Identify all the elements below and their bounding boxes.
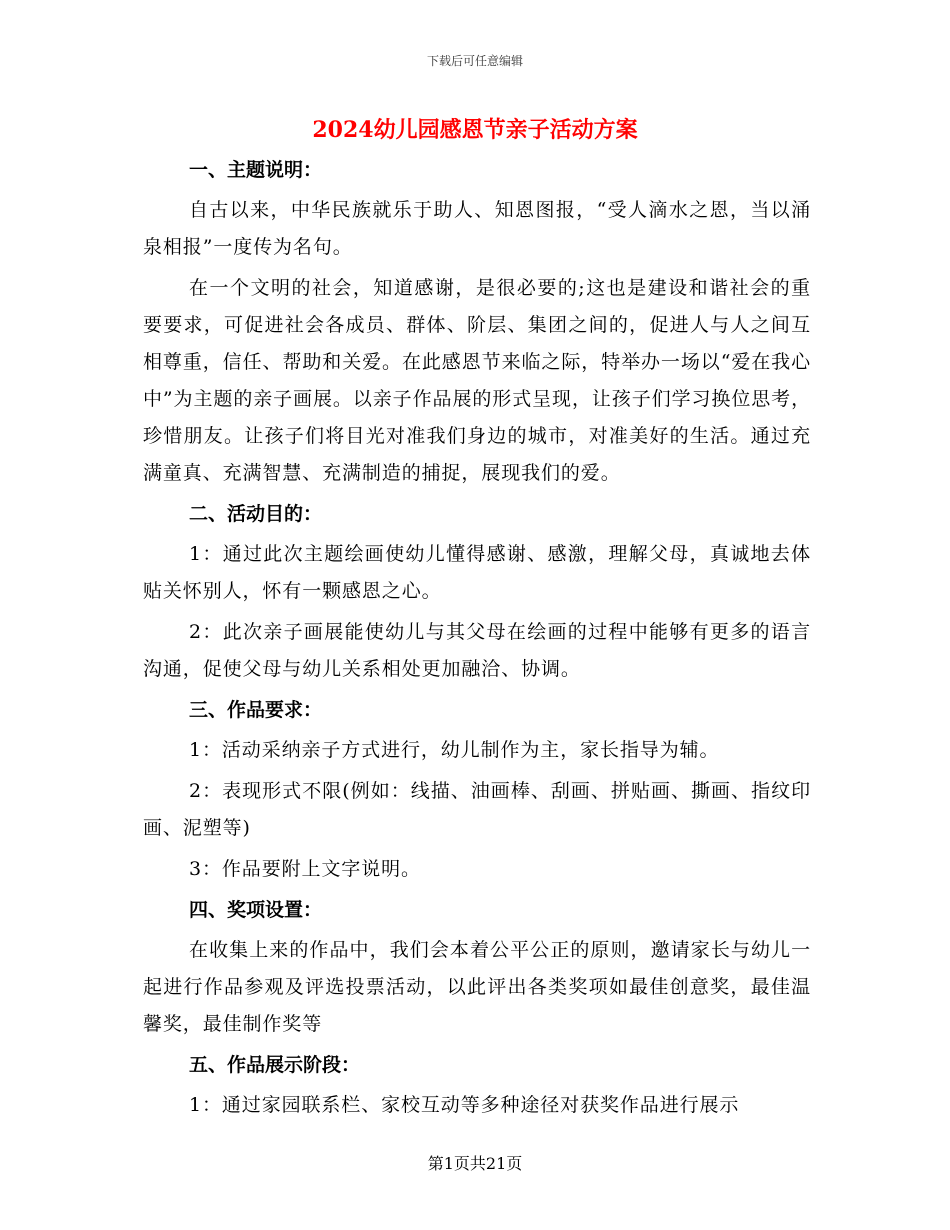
- document-body: [143, 152, 811, 1128]
- section-heading-purpose: 二、活动目的：: [189, 503, 323, 525]
- paragraph: 1：活动采纳亲子方式进行，幼儿制作为主，家长指导为辅。: [189, 739, 720, 761]
- section-heading-awards: 四、奖项设置：: [189, 899, 323, 921]
- section-heading-exhibition: 五、作品展示阶段：: [189, 1054, 361, 1076]
- page-footer: 第1页共21页: [427, 1154, 523, 1173]
- section-heading-requirements: 三、作品要求：: [189, 699, 323, 721]
- paragraph: 3：作品要附上文字说明。: [189, 858, 421, 880]
- paragraph: 1：通过此次主题绘画使幼儿懂得感谢、感激，理解父母，真诚地去体贴关怀别人，怀有一颗感恩之心。: [143, 543, 811, 602]
- section-heading-theme: 一、主题说明：: [189, 159, 323, 181]
- paragraph: 1：通过家园联系栏、家校互动等多种途径对获奖作品进行展示: [189, 1094, 740, 1116]
- document-title: 2024幼儿园感恩节亲子活动方案: [312, 117, 638, 143]
- page-header: 下载后可任意编辑: [426, 54, 523, 68]
- paragraph: 在一个文明的社会，知道感谢，是很必要的;这也是建设和谐社会的重要要求，可促进社会各成员、群体、阶层、集团之间的，促进人与人之间互相尊重，信任、帮助和关爱。在此感恩节来临之际，特举办一场以“爱在我心中”为主题的亲子画展。以亲子作品展的形式呈现，让孩子们学习换位思考，珍惜朋友。让孩子们将目光对准我们身边的城市，对准美好的生活。通过充满童真、充满智慧、充满制造的捕捉，展现我们的爱。: [143, 277, 811, 484]
- paragraph: 2：此次亲子画展能使幼儿与其父母在绘画的过程中能够有更多的语言沟通，促使父母与幼儿关系相处更加融洽、协调。: [143, 621, 811, 680]
- paragraph: 在收集上来的作品中，我们会本着公平公正的原则，邀请家长与幼儿一起进行作品参观及评选投票活动，以此评出各类奖项如最佳创意奖，最佳温馨奖，最佳制作奖等: [143, 939, 811, 1035]
- paragraph: 2：表现形式不限(例如：线描、油画棒、刮画、拼贴画、撕画、指纹印画、泥塑等): [143, 780, 811, 839]
- paragraph: 自古以来，中华民族就乐于助人、知恩图报，“受人滴水之恩，当以涌泉相报”一度传为名句。: [143, 199, 811, 258]
